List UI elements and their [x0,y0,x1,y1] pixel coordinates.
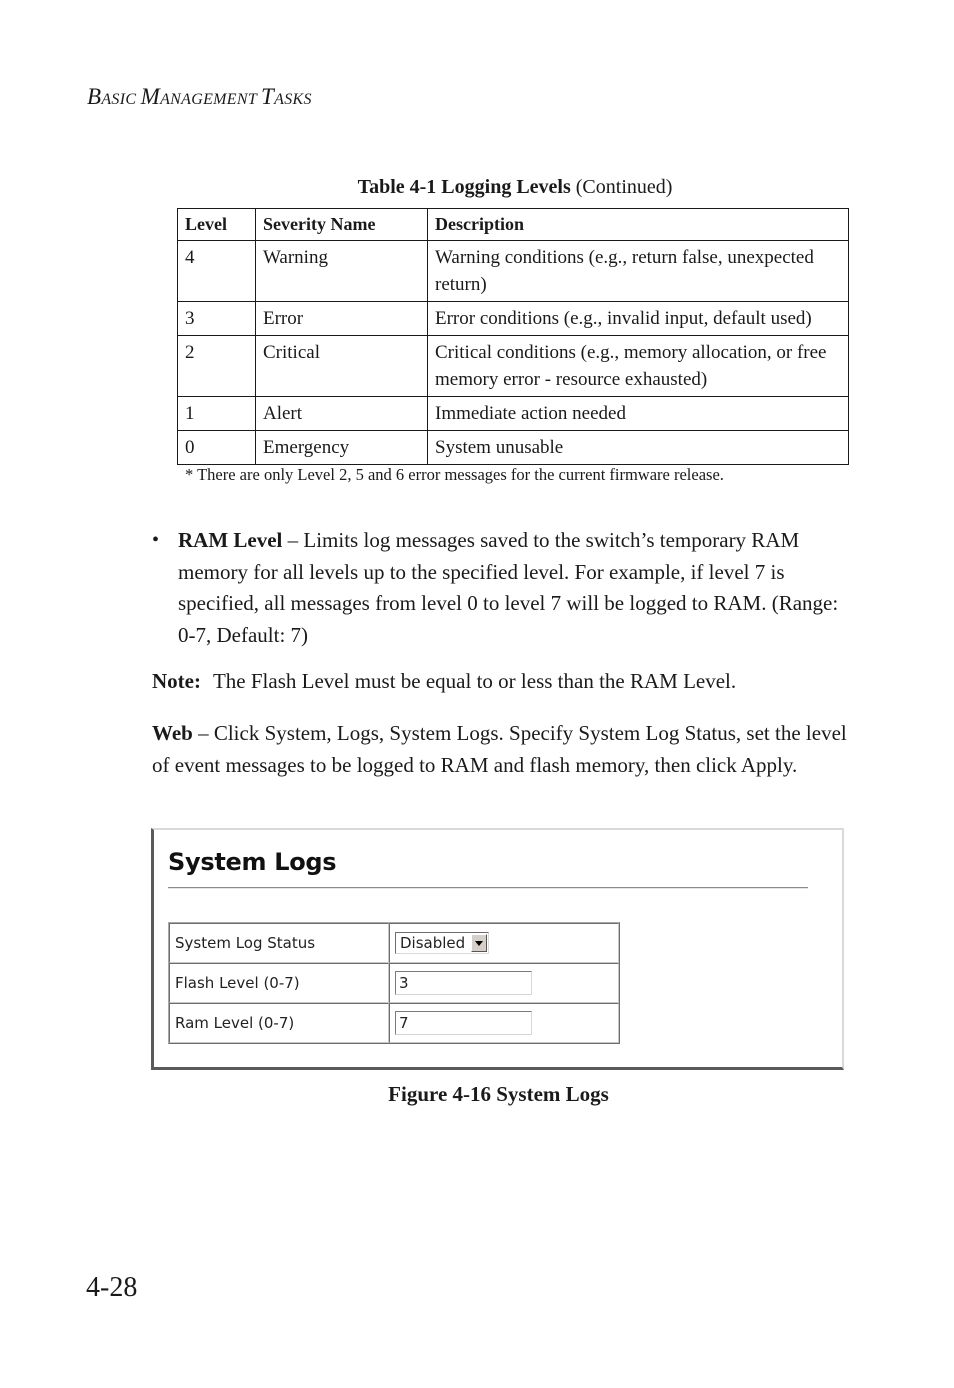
web-label: Web [152,721,193,745]
bullet-marker: • [152,529,160,551]
system-log-status-label: System Log Status [169,923,389,963]
ram-level-input[interactable]: 7 [395,1011,532,1035]
cell-description: Warning conditions (e.g., return false, unexpected return) [428,241,849,302]
ram-level-label: Ram Level (0-7) [169,1003,389,1043]
cell-level: 2 [178,336,256,397]
table-caption-label: Table 4-1 Logging Levels [357,176,571,198]
table-caption-suffix: (Continued) [575,176,673,198]
column-header-description: Description [428,209,849,241]
cell-description: Immediate action needed [428,397,849,431]
table-row [178,241,849,302]
logging-levels-table [177,208,849,465]
ram-level-bullet [178,525,850,651]
screenshot-title: System Logs [168,848,337,876]
form-row-flash [169,963,619,1003]
system-logs-form [168,922,620,1044]
dropdown-arrow-icon[interactable] [471,934,487,952]
bullet-term: RAM Level [178,528,283,552]
form-row-ram [169,1003,619,1043]
figure-caption: Figure 4-16 System Logs [388,1082,609,1106]
cell-description: Error conditions (e.g., invalid input, default used) [428,302,849,336]
table-row [178,336,849,397]
ram-level-cell [389,1003,619,1043]
web-instructions [152,718,852,781]
cell-severity: Error [256,302,428,336]
cell-severity: Critical [256,336,428,397]
cell-description: Critical conditions (e.g., memory allocation, or free memory error - resource exhausted) [428,336,849,397]
table-header-row [178,209,849,241]
web-text: – Click System, Logs, System Logs. Specify System Log Status, set the level of event messages to be logged to RAM and flash memory, then click Apply. [152,721,847,777]
system-log-status-select[interactable] [395,932,489,954]
cell-level: 1 [178,397,256,431]
cell-severity: Warning [256,241,428,302]
bullet-body: – Limits log messages saved to the switch’s temporary RAM memory for all levels up to the specified level. For example, if level 7 is specified, all messages from level 0 to level 7 will be logged to RAM. (Range: 0-7, Default: 7) [178,528,839,647]
running-head: BASIC MANAGEMENT TASKS [87,84,312,109]
note-label: Note: [152,669,201,693]
flash-level-label: Flash Level (0-7) [169,963,389,1003]
page-number: 4-28 [86,1272,138,1303]
system-logs-screenshot [151,828,844,1070]
cell-level: 3 [178,302,256,336]
table-row [178,397,849,431]
table-caption [0,176,954,199]
column-header-level: Level [178,209,256,241]
table-footnote: * There are only Level 2, 5 and 6 error messages for the current firmware release. [185,465,724,484]
cell-severity: Emergency [256,431,428,465]
table-row [178,302,849,336]
form-row-status [169,923,619,963]
table-row [178,431,849,465]
flash-level-cell [389,963,619,1003]
column-header-severity: Severity Name [256,209,428,241]
cell-level: 4 [178,241,256,302]
title-divider [168,887,808,889]
system-log-status-cell [389,923,619,963]
cell-level: 0 [178,431,256,465]
cell-description: System unusable [428,431,849,465]
flash-level-input[interactable]: 3 [395,971,532,995]
note [152,666,736,696]
note-text: The Flash Level must be equal to or less than the RAM Level. [212,669,737,693]
select-value: Disabled [400,934,466,952]
cell-severity: Alert [256,397,428,431]
